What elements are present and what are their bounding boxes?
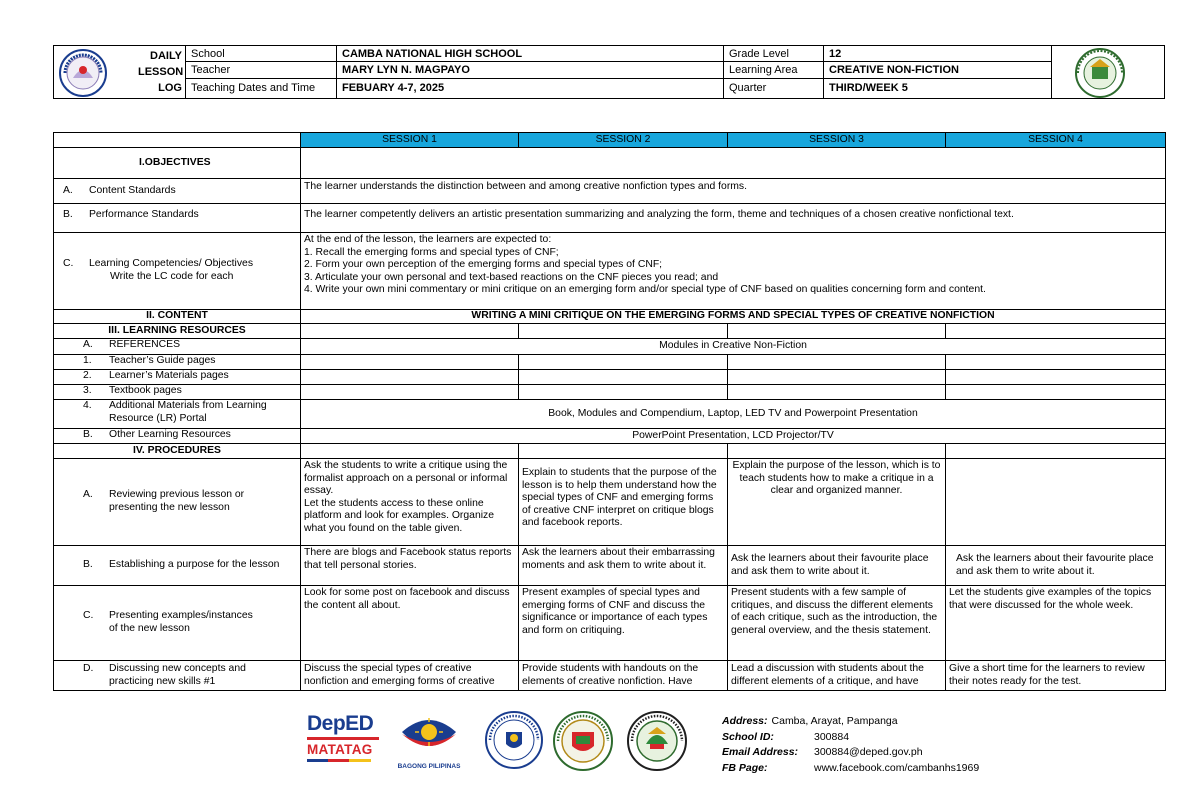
procedures-title-row bbox=[54, 444, 1166, 459]
tg-s1 bbox=[301, 355, 519, 370]
learning-area-label: Learning Area bbox=[729, 64, 798, 76]
resources-title: III. LEARNING RESOURCES bbox=[54, 324, 301, 339]
content-standards-row bbox=[54, 179, 1166, 204]
resources-s2 bbox=[519, 324, 728, 339]
school-id-line: School ID: 300884 bbox=[722, 730, 850, 743]
grade-level-value: 12 bbox=[829, 48, 842, 60]
procedure-a-s2: Explain to students that the purpose of the lesson is to help them understand how the special types of CNF and emerging forms of creative CNF interpret on critique blogs and facebook reports. bbox=[519, 459, 728, 546]
additional-materials-label: 4. Additional Materials from Learning Resource (LR) Portal bbox=[54, 400, 301, 429]
blank-header-cell bbox=[54, 133, 301, 148]
procedure-d-row bbox=[54, 661, 1166, 691]
procedure-d-s2: Provide students with handouts on the elements of creative nonfiction. Have bbox=[519, 661, 728, 691]
tb-s2 bbox=[519, 385, 728, 400]
resources-title-row bbox=[54, 324, 1166, 339]
proc-title-s2 bbox=[519, 444, 728, 459]
content-standards-label: A. Content Standards bbox=[54, 179, 301, 204]
references-text: Modules in Creative Non-Fiction bbox=[301, 339, 1166, 355]
proc-title-s3 bbox=[728, 444, 946, 459]
dates-label: Teaching Dates and Time bbox=[191, 82, 316, 94]
procedure-a-s4 bbox=[946, 459, 1166, 546]
address-line: Address: Camba, Arayat, Pampanga bbox=[722, 715, 898, 727]
lm-s1 bbox=[301, 370, 519, 385]
objectives-blank bbox=[301, 148, 1166, 179]
procedures-title: IV. PROCEDURES bbox=[54, 444, 301, 459]
content-label: II. CONTENT bbox=[54, 310, 301, 324]
learners-materials-label: 2. Learner’s Materials pages bbox=[54, 370, 301, 385]
teacher-value: MARY LYN N. MAGPAYO bbox=[342, 64, 470, 76]
competencies-row bbox=[54, 233, 1166, 310]
session-header-row bbox=[54, 133, 1166, 148]
textbook-row bbox=[54, 385, 1166, 400]
lm-s4 bbox=[946, 370, 1166, 385]
performance-standards-label: B. Performance Standards bbox=[54, 204, 301, 233]
additional-materials-row bbox=[54, 400, 1166, 429]
procedure-c-label: C. Presenting examples/instances of the new lesson bbox=[54, 586, 301, 661]
procedure-c-s4: Let the students give examples of the topics that were discussed for the whole week. bbox=[946, 586, 1166, 661]
procedure-c-s2: Present examples of special types and emerging forms of CNF and discuss the significance or importance of each types and form on critiquing. bbox=[519, 586, 728, 661]
other-resources-text: PowerPoint Presentation, LCD Projector/TV bbox=[301, 429, 1166, 444]
division-seal-logo bbox=[484, 710, 544, 775]
deped-seal-logo bbox=[57, 48, 109, 103]
procedure-d-s4: Give a short time for the learners to review their notes ready for the test. bbox=[946, 661, 1166, 691]
procedure-d-label: D. Discussing new concepts and practicing new skills #1 bbox=[54, 661, 301, 691]
session-2-header: SESSION 2 bbox=[519, 133, 728, 148]
objectives-title: I.OBJECTIVES bbox=[54, 148, 301, 179]
procedure-a-row bbox=[54, 459, 1166, 546]
school-label: School bbox=[191, 48, 225, 60]
competencies-label: C. Learning Competencies/ Objectives Write the LC code for each bbox=[54, 233, 301, 310]
tb-s4 bbox=[946, 385, 1166, 400]
school-contact-info bbox=[722, 714, 979, 776]
session-1-header: SESSION 1 bbox=[301, 133, 519, 148]
performance-standards-row bbox=[54, 204, 1166, 233]
teacher-label: Teacher bbox=[191, 64, 231, 76]
resources-s3 bbox=[728, 324, 946, 339]
procedure-a-label: A. Reviewing previous lesson or presenting the new lesson bbox=[54, 459, 301, 546]
session-4-header: SESSION 4 bbox=[946, 133, 1166, 148]
tg-s4 bbox=[946, 355, 1166, 370]
grade-level-label: Grade Level bbox=[729, 48, 789, 60]
quarter-label: Quarter bbox=[729, 82, 767, 94]
procedure-c-row bbox=[54, 586, 1166, 661]
performance-standards-text: The learner competently delivers an artistic presentation summarizing and analyzing the form, theme and techniques of a chosen creative nonfictional text. bbox=[301, 204, 1166, 233]
fb-page-line: FB Page: www.facebook.com/cambanhs1969 bbox=[722, 761, 980, 774]
content-standards-text: The learner understands the distinction between and among creative nonfiction types and forms. bbox=[301, 179, 1166, 204]
other-resources-row bbox=[54, 429, 1166, 444]
lm-s2 bbox=[519, 370, 728, 385]
bagong-pilipinas-logo: BAGONG PILIPINAS bbox=[396, 712, 462, 772]
deped-matatag-logo: DepED MATATAG bbox=[307, 712, 379, 770]
dates-value: FEBUARY 4-7, 2025 bbox=[342, 82, 445, 94]
session-3-header: SESSION 3 bbox=[728, 133, 946, 148]
header-table bbox=[53, 45, 1165, 99]
proc-title-s1 bbox=[301, 444, 519, 459]
other-resources-label: B. Other Learning Resources bbox=[54, 429, 301, 444]
tg-s2 bbox=[519, 355, 728, 370]
fb-page-link[interactable]: www.facebook.com/cambanhs1969 bbox=[814, 761, 980, 774]
procedure-b-s4: Ask the learners about their favourite place and ask them to write about it. bbox=[946, 546, 1166, 586]
tb-s1 bbox=[301, 385, 519, 400]
competencies-text: At the end of the lesson, the learners are expected to: 1. Recall the emerging forms and special types of CNF; 2. Form your own perception of the emerging forms and special types of CNF; 3. Articulate your own personal and text-based reactions on the CNF pieces you read; and 4. Write your own mini commentary or mini critique on an emerging form and/or special type of CNF based on qualities concerning form and content. bbox=[301, 233, 1166, 310]
additional-materials-text: Book, Modules and Compendium, Laptop, LED TV and Powerpoint Presentation bbox=[301, 400, 1166, 429]
references-row bbox=[54, 339, 1166, 355]
resources-s4 bbox=[946, 324, 1166, 339]
lesson-log-table bbox=[53, 132, 1166, 691]
tb-s3 bbox=[728, 385, 946, 400]
email-line: Email Address: 300884@deped.gov.ph bbox=[722, 746, 923, 758]
procedure-b-s3: Ask the learners about their favourite place and ask them to write about it. bbox=[728, 546, 946, 586]
tg-s3 bbox=[728, 355, 946, 370]
procedure-a-s3: Explain the purpose of the lesson, which is to teach students how to make a critique in a clear and organized manner. bbox=[728, 459, 946, 546]
dll-title: DAILY LESSON LOG bbox=[138, 50, 184, 94]
learning-area-value: CREATIVE NON-FICTION bbox=[829, 64, 959, 76]
procedure-b-label: B. Establishing a purpose for the lesson bbox=[54, 546, 301, 586]
objectives-row bbox=[54, 148, 1166, 179]
textbook-label: 3. Textbook pages bbox=[54, 385, 301, 400]
lm-s3 bbox=[728, 370, 946, 385]
procedure-c-s1: Look for some post on facebook and discuss the content all about. bbox=[301, 586, 519, 661]
camba-nhs-seal-logo bbox=[626, 710, 688, 777]
learners-materials-row bbox=[54, 370, 1166, 385]
resources-s1 bbox=[301, 324, 519, 339]
procedure-c-s3: Present students with a few sample of critiques, and discuss the different elements of each critique, such as the introduction, the general overview, and the thesis statement. bbox=[728, 586, 946, 661]
competencies-sublabel: Write the LC code for each bbox=[110, 271, 234, 282]
school-value: CAMBA NATIONAL HIGH SCHOOL bbox=[342, 48, 523, 60]
teachers-guide-label: 1. Teacher’s Guide pages bbox=[54, 355, 301, 370]
procedure-b-row bbox=[54, 546, 1166, 586]
procedure-a-s1: Ask the students to write a critique using the formalist approach on a personal or informal essay. Let the students access to these online platform and look for examples. Organize what you found on the table given. bbox=[301, 459, 519, 546]
procedure-b-s1: There are blogs and Facebook status reports that tell personal stories. bbox=[301, 546, 519, 586]
procedure-d-s3: Lead a discussion with students about the different elements of a critique, and have bbox=[728, 661, 946, 691]
quarter-value: THIRD/WEEK 5 bbox=[829, 82, 908, 94]
procedure-b-s2: Ask the learners about their embarrassing moments and ask them to write about it. bbox=[519, 546, 728, 586]
content-row bbox=[54, 310, 1166, 324]
content-text: WRITING A MINI CRITIQUE ON THE EMERGING FORMS AND SPECIAL TYPES OF CREATIVE NONFICTION bbox=[301, 310, 1166, 324]
school-seal-logo bbox=[1070, 47, 1130, 104]
teachers-guide-row bbox=[54, 355, 1166, 370]
procedure-d-s1: Discuss the special types of creative nonfiction and emerging forms of creative bbox=[301, 661, 519, 691]
proc-title-s4 bbox=[946, 444, 1166, 459]
references-label: A. REFERENCES bbox=[54, 339, 301, 355]
municipal-seal-logo bbox=[552, 710, 614, 777]
